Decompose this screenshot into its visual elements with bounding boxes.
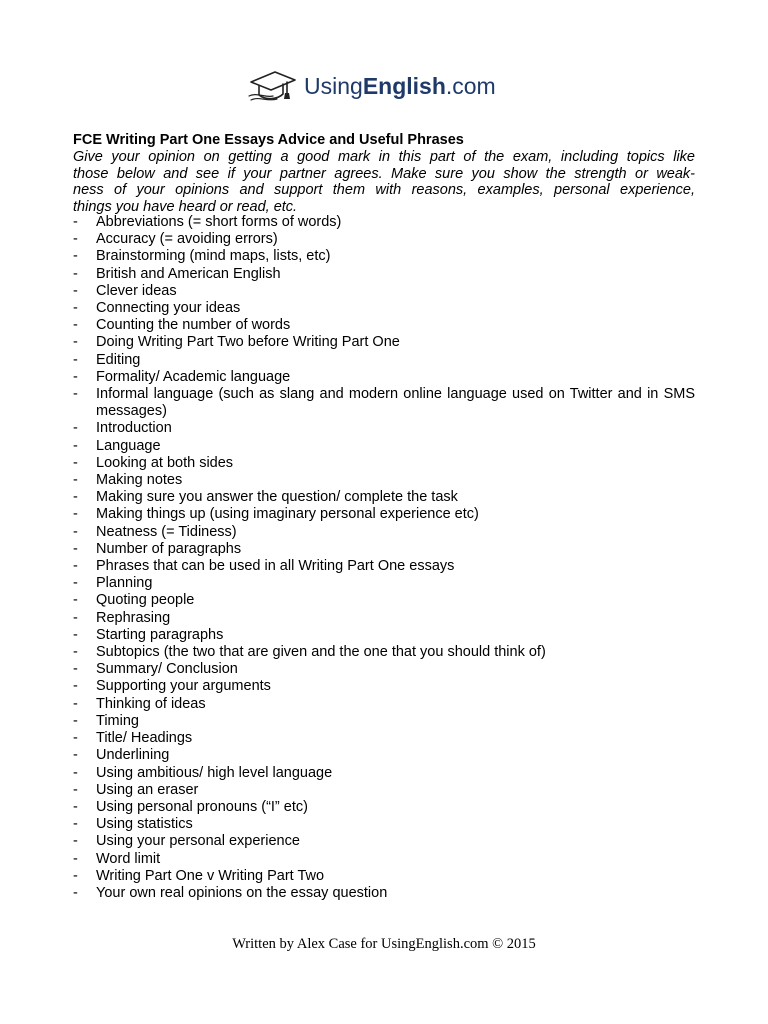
list-item-text: Word limit (96, 850, 161, 867)
list-bullet: - (73, 867, 78, 884)
list-item (73, 317, 695, 334)
list-item-text: Connecting your ideas (96, 300, 241, 317)
intro-paragraph (73, 149, 695, 215)
site-logo (247, 66, 496, 106)
list-item-text: Writing Part One v Writing Part Two (96, 867, 325, 884)
logo-text-using: Using (304, 72, 363, 99)
list-item (73, 730, 695, 747)
list-item-text: Language (96, 437, 161, 454)
list-item (73, 592, 695, 609)
list-item (73, 885, 695, 902)
list-bullet: - (73, 558, 78, 575)
topic-list (73, 214, 695, 902)
list-item (73, 231, 695, 248)
list-bullet: - (73, 248, 78, 265)
list-item-text: British and American English (96, 265, 281, 282)
list-item (73, 489, 695, 506)
list-item (73, 266, 695, 283)
list-bullet: - (73, 712, 78, 729)
intro-line: ness of your opinions and support them with reasons, examples, personal experience, (73, 182, 695, 199)
list-item (73, 799, 695, 816)
list-item (73, 678, 695, 695)
list-item (73, 420, 695, 437)
list-item-text: Brainstorming (mind maps, lists, etc) (96, 248, 331, 265)
list-item-text: Using your personal experience (96, 833, 300, 850)
logo-text-english: English (362, 72, 446, 99)
list-item (73, 575, 695, 592)
list-item-text: Number of paragraphs (96, 540, 242, 557)
list-bullet: - (73, 644, 78, 661)
list-item (73, 300, 695, 317)
list-item (73, 438, 695, 455)
list-bullet: - (73, 437, 78, 454)
list-item-text: Starting paragraphs (96, 626, 224, 643)
list-bullet: - (73, 472, 78, 489)
list-item (73, 696, 695, 713)
list-bullet: - (73, 282, 78, 299)
list-item (73, 627, 695, 644)
list-item-text: Neatness (= Tidiness) (96, 523, 237, 540)
list-item-text: Editing (96, 351, 141, 368)
list-bullet: - (73, 781, 78, 798)
list-item-text: Accuracy (= avoiding errors) (96, 231, 278, 248)
list-item-text: Using statistics (96, 816, 193, 833)
list-item (73, 472, 695, 489)
list-item-text: Timing (96, 712, 139, 729)
list-item-text: Using personal pronouns (“I” etc) (96, 798, 308, 815)
list-item-text: Supporting your arguments (96, 678, 271, 695)
list-item-text: Summary/ Conclusion (96, 661, 238, 678)
list-item-text: Introduction (96, 420, 172, 437)
document-title: FCE Writing Part One Essays Advice and Useful Phrases (73, 132, 464, 148)
list-item-text: Phrases that can be used in all Writing Part One essays (96, 558, 455, 575)
graduation-cap-icon (247, 68, 299, 104)
list-bullet: - (73, 334, 78, 351)
list-bullet: - (73, 592, 78, 609)
list-item (73, 386, 695, 420)
list-item (73, 248, 695, 265)
list-bullet: - (73, 609, 78, 626)
list-item-text: Making sure you answer the question/ complete the task (96, 489, 458, 506)
list-item (73, 610, 695, 627)
list-bullet: - (73, 420, 78, 437)
list-item (73, 283, 695, 300)
list-item (73, 524, 695, 541)
list-bullet: - (73, 678, 78, 695)
list-bullet: - (73, 351, 78, 368)
intro-line: Give your opinion on getting a good mark in this part of the exam, including topics like (73, 149, 695, 165)
list-bullet: - (73, 489, 78, 506)
list-bullet: - (73, 575, 78, 592)
list-item (73, 455, 695, 472)
list-item (73, 644, 695, 661)
list-bullet: - (73, 661, 78, 678)
list-bullet: - (73, 626, 78, 643)
list-item-text: Doing Writing Part Two before Writing Part One (96, 334, 400, 351)
list-item-text: Planning (96, 575, 153, 592)
list-item (73, 334, 695, 351)
list-item (73, 352, 695, 369)
list-bullet: - (73, 833, 78, 850)
list-item (73, 541, 695, 558)
list-bullet: - (73, 540, 78, 557)
list-bullet: - (73, 884, 78, 901)
list-bullet: - (73, 265, 78, 282)
list-item (73, 765, 695, 782)
footer-credit: Written by Alex Case for UsingEnglish.com © 2015 (232, 936, 536, 952)
list-bullet: - (73, 368, 78, 385)
list-bullet: - (73, 300, 78, 317)
list-bullet: - (73, 231, 78, 248)
list-item-text: Looking at both sides (96, 454, 234, 471)
list-item-text: Thinking of ideas (96, 695, 206, 712)
list-item-text: Your own real opinions on the essay question (96, 884, 388, 901)
list-item (73, 833, 695, 850)
intro-line: things you have heard or read, etc. (73, 198, 298, 215)
list-item-text: Making notes (96, 472, 183, 489)
list-bullet: - (73, 454, 78, 471)
list-bullet: - (73, 214, 78, 230)
list-item-text: Formality/ Academic language (96, 368, 291, 385)
list-bullet: - (73, 798, 78, 815)
list-item (73, 782, 695, 799)
list-item-text: Counting the number of words (96, 317, 291, 334)
list-item (73, 558, 695, 575)
list-item (73, 713, 695, 730)
list-bullet: - (73, 523, 78, 540)
list-item-text: Underlining (96, 747, 170, 764)
list-item-text: Rephrasing (96, 609, 171, 626)
list-item (73, 214, 695, 231)
list-item-text: Using ambitious/ high level language (96, 764, 333, 781)
list-item-text: Title/ Headings (96, 730, 193, 747)
list-item (73, 747, 695, 764)
list-bullet: - (73, 386, 78, 403)
list-item (73, 868, 695, 885)
list-bullet: - (73, 816, 78, 833)
list-bullet: - (73, 747, 78, 764)
list-item-text: Abbreviations (= short forms of words) (96, 214, 342, 230)
list-item-text: Clever ideas (96, 282, 177, 299)
list-item-text: Making things up (using imaginary personal experience etc) (96, 506, 479, 523)
list-bullet: - (73, 764, 78, 781)
list-bullet: - (73, 317, 78, 334)
list-item (73, 851, 695, 868)
list-bullet: - (73, 850, 78, 867)
list-item (73, 816, 695, 833)
logo-text-dotcom: .com (445, 72, 496, 99)
list-item (73, 661, 695, 678)
list-bullet: - (73, 695, 78, 712)
list-bullet: - (73, 506, 78, 523)
list-item (73, 369, 695, 386)
logo-wordmark (304, 72, 496, 99)
intro-line: those below and see if your partner agrees. Make sure you show the strength or weak- (73, 165, 695, 182)
list-item-text: Informal language (such as slang and modern online language used on Twitter and in SMS messages) (96, 386, 695, 420)
list-item-text: Subtopics (the two that are given and the one that you should think of) (96, 644, 546, 661)
list-item-text: Using an eraser (96, 781, 199, 798)
list-item (73, 506, 695, 523)
list-bullet: - (73, 730, 78, 747)
list-item-text: Quoting people (96, 592, 195, 609)
